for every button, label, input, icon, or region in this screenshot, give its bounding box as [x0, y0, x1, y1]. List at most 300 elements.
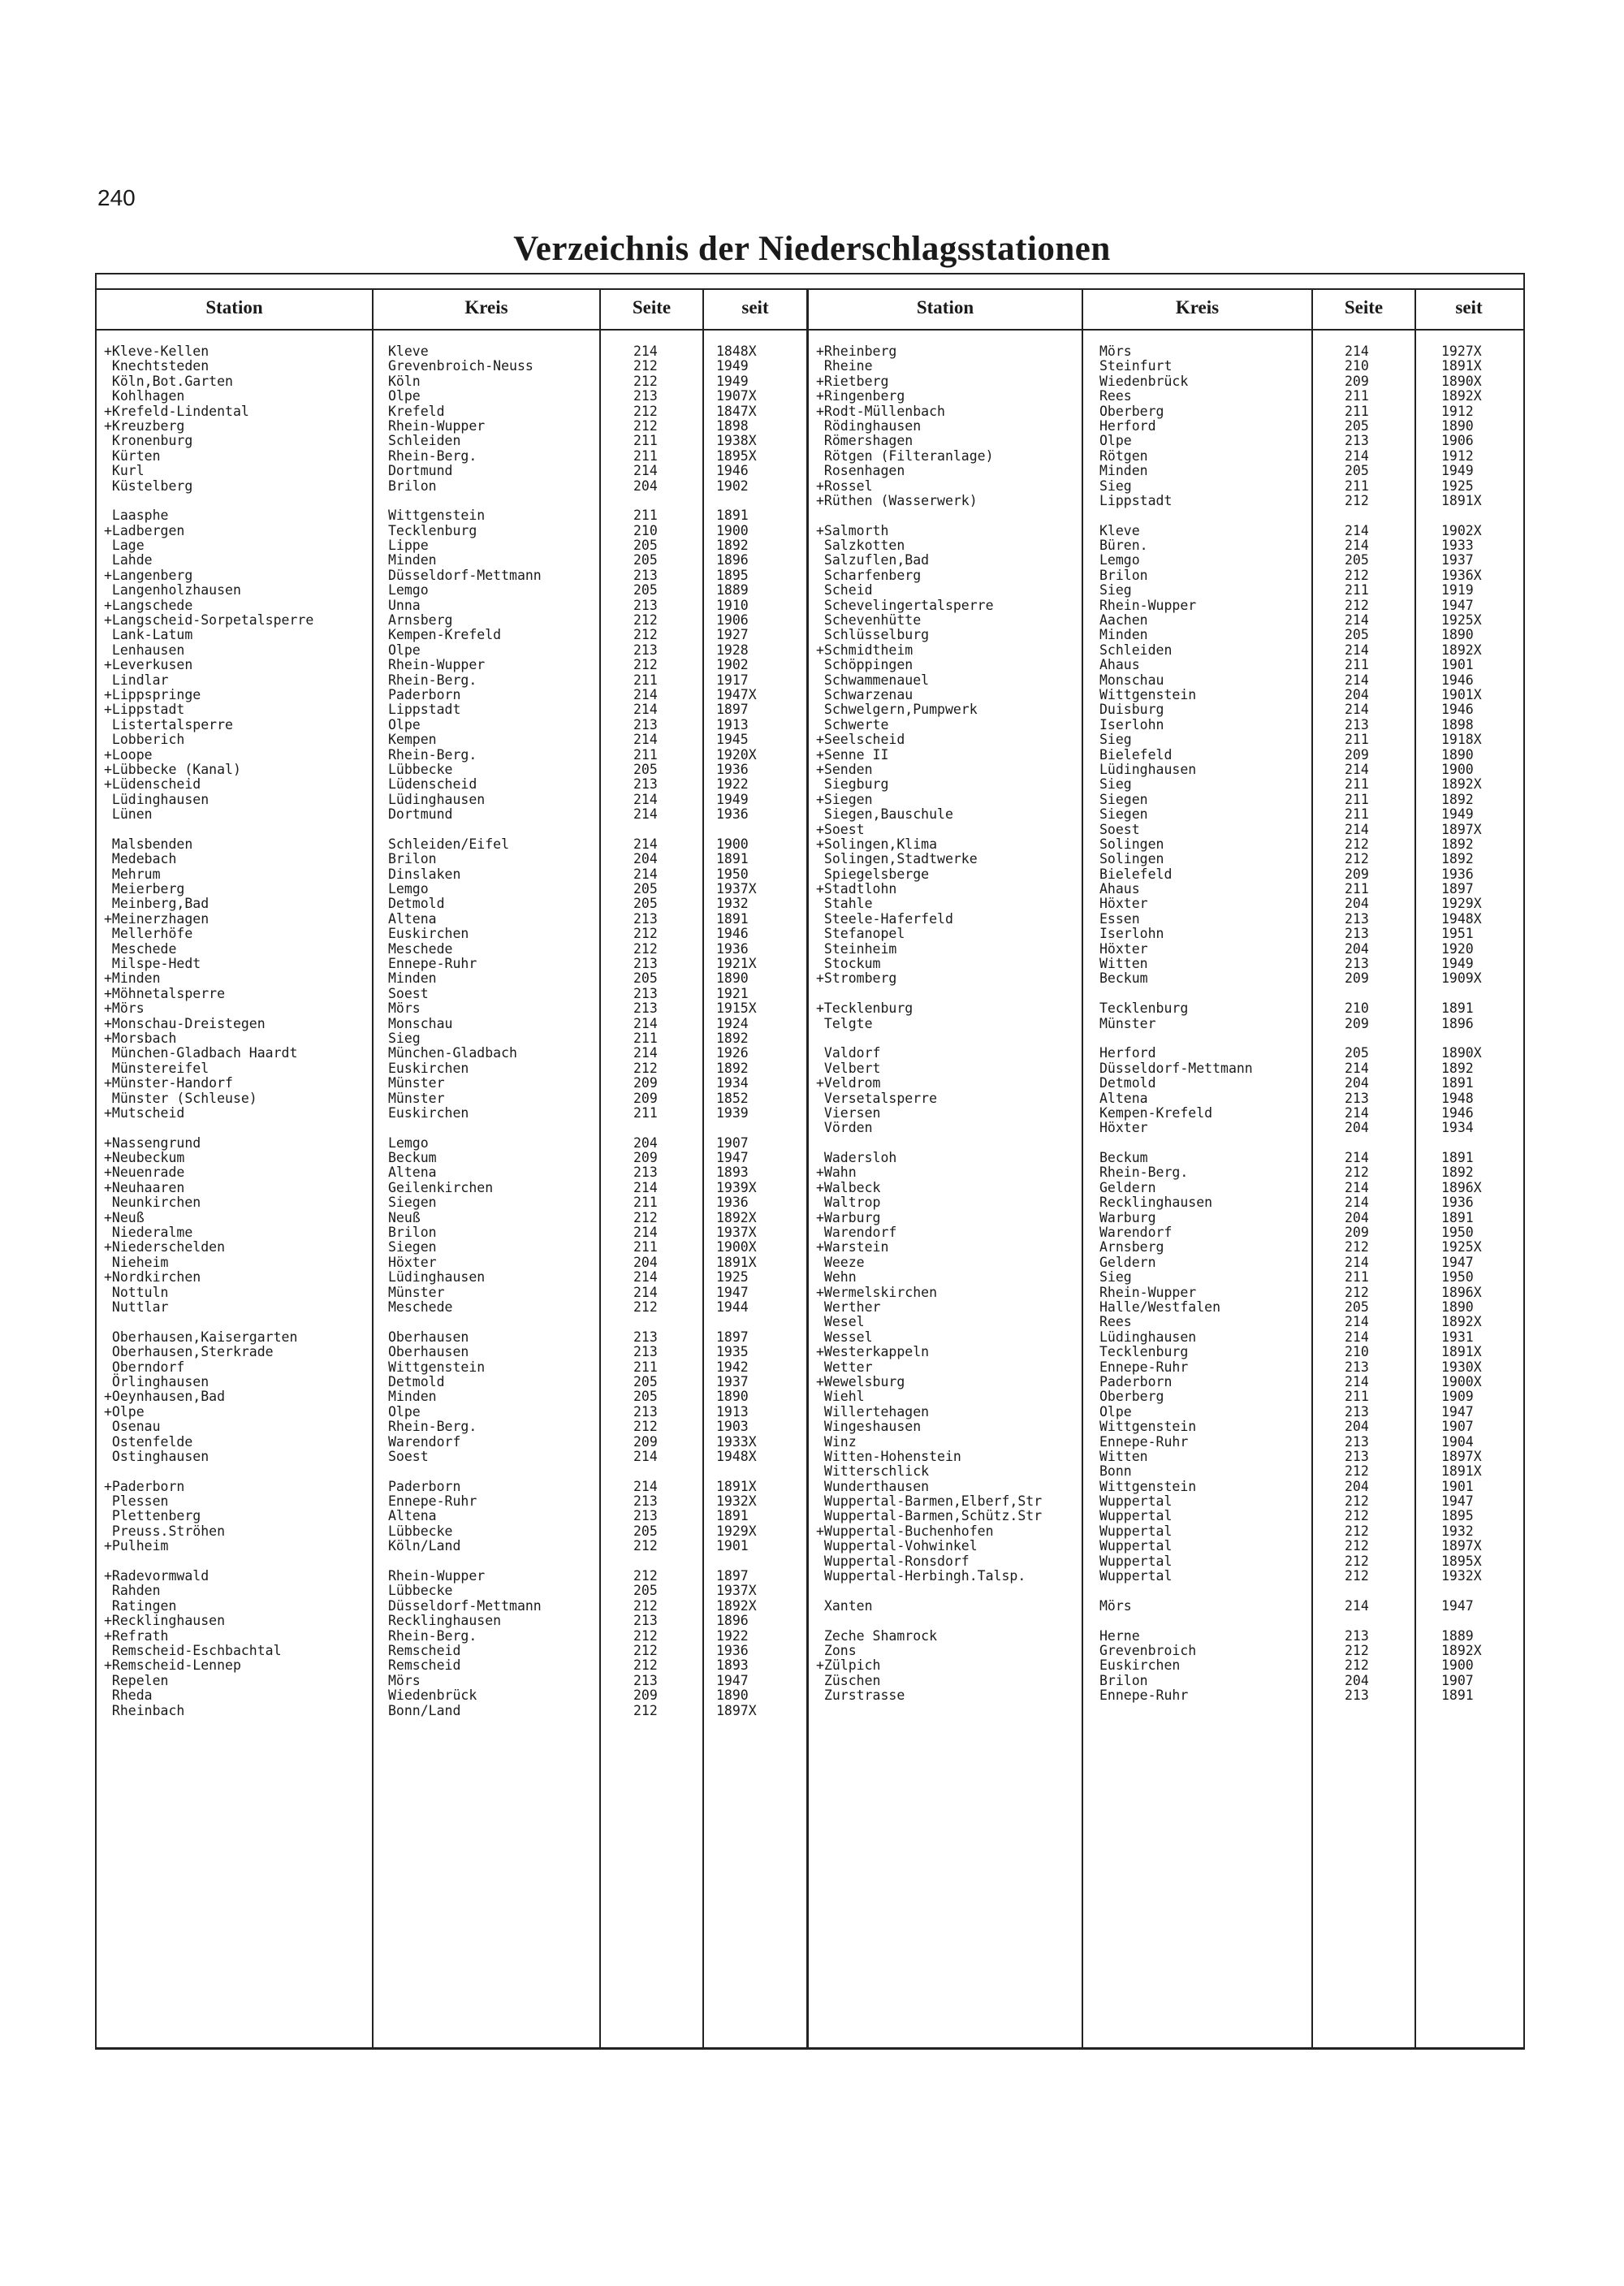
table-cell-seite: 209 [633, 1687, 658, 1704]
table-cell-seit: 1891 [716, 910, 749, 927]
table-cell-seite: 214 [633, 1225, 658, 1241]
table-cell-seite [633, 1554, 658, 1569]
table-cell-station: Wuppertal-Barmen,Elberf,Str [816, 1493, 1043, 1510]
table-cell-seite [633, 1315, 658, 1329]
table-cell-kreis: Sieg [1099, 582, 1132, 599]
table-cell-seite: 214 [1345, 1597, 1369, 1614]
table-cell-seite: 205 [1345, 1299, 1369, 1315]
table-cell-kreis: Ennepe-Ruhr [388, 1493, 477, 1510]
table-cell-seit: 1892X [716, 1209, 757, 1225]
table-cell-seite: 214 [1345, 1254, 1369, 1270]
table-cell-seite: 211 [1345, 776, 1369, 793]
column-divider [599, 288, 601, 2047]
table-cell-station: +Tecklenburg [816, 1000, 914, 1017]
table-cell-kreis: Minden [388, 1389, 437, 1405]
table-cell-seite: 209 [1345, 746, 1369, 763]
table-cell-kreis: Meschede [388, 940, 453, 957]
table-cell-kreis: Euskirchen [388, 1104, 469, 1121]
table-cell-kreis: Sieg [1099, 776, 1132, 793]
table-cell-seite: 205 [633, 1523, 658, 1539]
table-cell-station: +Seelscheid [816, 732, 905, 748]
table-cell-seit: 1892 [1441, 791, 1474, 807]
table-cell-station: Scharfenberg [816, 567, 922, 583]
table-cell-kreis: Recklinghausen [1099, 1195, 1213, 1211]
table-cell-kreis: Lübbecke [388, 1583, 453, 1599]
table-cell-seit [1441, 1614, 1482, 1628]
table-cell-kreis: Höxter [1099, 896, 1148, 912]
table-cell-seite: 212 [1345, 1538, 1369, 1554]
table-cell-seite: 205 [633, 1373, 658, 1389]
table-cell-seit: 1949 [1441, 806, 1474, 823]
table-cell-seite: 212 [633, 1060, 658, 1076]
table-cell-kreis: Altena [388, 1165, 437, 1181]
table-cell-seite: 214 [633, 866, 658, 882]
table-cell-seit: 1907X [716, 388, 757, 404]
table-cell-seit [716, 1464, 757, 1479]
table-cell-kreis: Wittgenstein [1099, 1478, 1197, 1494]
table-cell-kreis: Kempen [388, 732, 437, 748]
table-cell-seit: 1929X [716, 1523, 757, 1539]
table-cell-seite: 213 [633, 1165, 658, 1181]
table-cell-seite: 213 [1345, 716, 1369, 732]
table-cell-seit: 1920X [716, 746, 757, 763]
table-cell-seit: 1890 [716, 1687, 749, 1704]
table-cell-kreis: Olpe [1099, 433, 1132, 449]
table-cell-kreis: Lemgo [388, 881, 429, 897]
table-cell-seit: 1942 [716, 1359, 749, 1375]
table-cell-kreis: Kleve [388, 344, 429, 359]
table-cell-seit: 1925 [716, 1269, 749, 1286]
table-cell-seite: 214 [1345, 1329, 1369, 1345]
table-cell-seite: 209 [1345, 373, 1369, 389]
table-cell-seit: 1901 [1441, 657, 1474, 673]
table-cell-seit: 1950 [1441, 1269, 1474, 1286]
table-cell-station: Lüdinghausen [104, 791, 209, 807]
table-cell-kreis: Iserlohn [1099, 926, 1164, 942]
table-cell-seit: 1902X [1441, 522, 1482, 538]
table-cell-kreis: Rhein-Berg. [388, 1419, 477, 1435]
table-cell-kreis: Iserlohn [1099, 716, 1164, 732]
table-cell-kreis: Lemgo [388, 1134, 429, 1151]
table-cell-seit: 1897 [1441, 881, 1474, 897]
table-cell-seite: 212 [1345, 1508, 1369, 1524]
table-cell-seite: 214 [633, 836, 658, 852]
table-cell-kreis: Olpe [1099, 1403, 1132, 1420]
header-seite-right: Seite [1344, 297, 1384, 318]
table-cell-seite: 209 [1345, 1225, 1369, 1241]
table-cell-station: +Pulheim [104, 1538, 169, 1554]
table-cell-station: Lindlar [104, 672, 169, 688]
table-cell-seite [1345, 1584, 1369, 1598]
table-cell-seit: 1947 [716, 1284, 749, 1300]
table-cell-seite: 214 [633, 1179, 658, 1195]
table-cell-seite: 212 [1345, 1553, 1369, 1569]
table-cell-seit: 1892X [1441, 642, 1482, 658]
table-cell-kreis: Wittgenstein [388, 508, 486, 524]
table-cell-kreis: Altena [1099, 1090, 1148, 1106]
table-cell-station: Lenhausen [104, 642, 185, 658]
table-cell-station: Schlüsselburg [816, 627, 930, 643]
table-cell-seite: 205 [633, 896, 658, 912]
table-cell-seite: 204 [1345, 1672, 1369, 1688]
table-cell-station: Züschen [816, 1672, 881, 1688]
table-cell-seite [1345, 508, 1369, 523]
table-cell-seit: 1890 [1441, 627, 1474, 643]
table-cell-station: Xanten [816, 1597, 873, 1614]
table-cell-station: Witten-Hohenstein [816, 1448, 961, 1464]
table-cell-seit: 1947 [1441, 1254, 1474, 1270]
table-cell-seite: 212 [633, 657, 658, 673]
table-cell-station: +Oeynhausen,Bad [104, 1389, 226, 1405]
table-cell-seit: 1891 [716, 1508, 749, 1524]
table-cell-seite: 204 [1345, 1209, 1369, 1225]
table-cell-kreis: Rhein-Wupper [388, 417, 486, 434]
table-cell-seit: 1902 [716, 657, 749, 673]
table-cell-station: +Stadtlohn [816, 881, 897, 897]
table-cell-seit: 1896 [716, 1613, 749, 1629]
table-cell-seit: 1891 [716, 508, 749, 524]
table-cell-seite: 213 [633, 1000, 658, 1017]
table-cell-seite: 209 [1345, 866, 1369, 882]
table-cell-kreis: Rhein-Wupper [1099, 1284, 1197, 1300]
table-cell-station [816, 1584, 1042, 1598]
table-cell-seite: 214 [1345, 672, 1369, 688]
table-cell-seit: 1890 [1441, 417, 1474, 434]
table-cell-seite: 214 [633, 1269, 658, 1286]
table-cell-kreis: Altena [388, 910, 437, 927]
table-cell-station: Wetter [816, 1359, 873, 1375]
table-cell-station: Rosenhagen [816, 463, 905, 479]
table-cell-kreis: Euskirchen [1099, 1657, 1181, 1674]
table-cell-station: Neunkirchen [104, 1195, 201, 1211]
table-cell-seite: 212 [1345, 1568, 1369, 1584]
table-cell-station: Zurstrasse [816, 1687, 905, 1704]
table-cell-kreis: Düsseldorf-Mettmann [388, 1597, 542, 1614]
table-cell-seite: 205 [633, 881, 658, 897]
table-cell-kreis: Monschau [388, 1015, 453, 1031]
table-cell-seit: 1950 [1441, 1225, 1474, 1241]
table-cell-station: +Mörs [104, 1000, 145, 1017]
table-cell-seit: 1937X [716, 1583, 757, 1599]
table-cell-station: Scheid [816, 582, 873, 599]
table-cell-seite: 214 [1345, 1060, 1369, 1076]
table-cell-seite: 213 [633, 1403, 658, 1420]
table-cell-seite: 211 [1345, 388, 1369, 404]
table-cell-seite: 213 [633, 1508, 658, 1524]
table-cell-seit: 1890 [716, 970, 749, 987]
table-cell-kreis: Olpe [388, 388, 421, 404]
header-station-right: Station [916, 297, 974, 318]
table-cell-station: Osenau [104, 1419, 161, 1435]
table-cell-station: Versetalsperre [816, 1090, 938, 1106]
table-cell-kreis [388, 494, 542, 508]
table-cell-seite [633, 823, 658, 837]
table-cell-kreis: Herford [1099, 417, 1156, 434]
table-cell-station: Mehrum [104, 866, 161, 882]
table-cell-kreis: Wuppertal [1099, 1493, 1173, 1510]
table-cell-station: +Soest [816, 821, 865, 837]
table-cell-station: Römershagen [816, 433, 914, 449]
table-cell-station: +Monschau-Dreistegen [104, 1015, 266, 1031]
table-cell-kreis: Tecklenburg [1099, 1344, 1189, 1360]
table-cell-seite: 212 [1345, 1284, 1369, 1300]
table-cell-kreis: Ennepe-Ruhr [1099, 1359, 1189, 1375]
table-cell-station: Witterschlick [816, 1463, 930, 1480]
table-cell-seit: 1938X [716, 433, 757, 449]
table-cell-kreis: Rees [1099, 388, 1132, 404]
table-cell-seite: 214 [1345, 1195, 1369, 1211]
page-number: 240 [97, 185, 136, 210]
table-cell-seite: 211 [1345, 791, 1369, 807]
table-cell-kreis: Lippe [388, 538, 429, 554]
table-cell-seit: 1945 [716, 732, 749, 748]
table-cell-seite: 212 [633, 1209, 658, 1225]
table-cell-station: Lank-Latum [104, 627, 193, 643]
table-cell-station: Schöppingen [816, 657, 914, 673]
table-cell-seite: 214 [1345, 1179, 1369, 1195]
table-cell-station [104, 1464, 313, 1479]
table-cell-kreis: Altena [388, 1508, 437, 1524]
table-cell-seit: 1890 [716, 1389, 749, 1405]
table-cell-seit: 1946 [1441, 702, 1474, 718]
table-cell-station: Schwarzenau [816, 686, 914, 702]
table-cell-seit: 1937 [716, 1373, 749, 1389]
table-cell-kreis [1099, 1614, 1253, 1628]
table-cell-kreis: Warburg [1099, 1209, 1156, 1225]
table-cell-seit: 1897X [716, 1702, 757, 1718]
table-cell-seit: 1893 [716, 1165, 749, 1181]
table-cell-station: Stefanopel [816, 926, 905, 942]
table-cell-station: +Langenberg [104, 567, 193, 583]
table-cell-seite: 212 [1345, 1493, 1369, 1510]
table-cell-kreis: Brilon [388, 851, 437, 867]
table-cell-kreis: Höxter [1099, 1120, 1148, 1136]
table-cell-seite: 211 [633, 1104, 658, 1121]
table-cell-kreis: Düsseldorf-Mettmann [1099, 1060, 1253, 1076]
table-cell-seit: 1896 [716, 552, 749, 568]
table-cell-station: Kronenburg [104, 433, 193, 449]
table-cell-station: Rheda [104, 1687, 153, 1704]
table-cell-seite: 214 [1345, 612, 1369, 629]
table-cell-station: Siegen,Bauschule [816, 806, 953, 823]
table-cell-kreis: Arnsberg [388, 612, 453, 629]
table-cell-seit: 1891X [1441, 1463, 1482, 1480]
table-cell-kreis: Aachen [1099, 612, 1148, 629]
table-cell-kreis: Oberhausen [388, 1329, 469, 1345]
table-cell-seit: 1897X [1441, 821, 1482, 837]
table-cell-seit: 1927X [1441, 344, 1482, 359]
table-cell-seite: 204 [633, 478, 658, 494]
table-cell-seite: 212 [633, 358, 658, 374]
table-cell-station: Wadersloh [816, 1150, 897, 1166]
table-cell-seite: 214 [1345, 642, 1369, 658]
table-cell-kreis: Lüdinghausen [388, 1269, 486, 1286]
table-cell-seite: 210 [633, 522, 658, 538]
table-cell-seit: 1891 [716, 851, 749, 867]
table-cell-station: Lage [104, 538, 145, 554]
table-cell-station: Köln,Bot.Garten [104, 373, 233, 389]
table-cell-station: +Stromberg [816, 970, 897, 987]
table-cell-station: Oberndorf [104, 1359, 185, 1375]
table-cell-seit: 1892X [1441, 1314, 1482, 1330]
table-cell-seite: 212 [633, 417, 658, 434]
table-cell-seite: 212 [633, 1597, 658, 1614]
column-divider [702, 288, 704, 2047]
table-cell-kreis: Solingen [1099, 836, 1164, 852]
table-cell-station [104, 494, 313, 508]
table-cell-station: +Kreuzberg [104, 417, 185, 434]
table-cell-seit: 1948X [1441, 910, 1482, 927]
table-cell-seite: 213 [633, 1344, 658, 1360]
table-cell-seite: 204 [633, 1134, 658, 1151]
table-cell-kreis: Herne [1099, 1627, 1140, 1644]
table-cell-seit: 1932X [1441, 1568, 1482, 1584]
table-cell-seite: 209 [1345, 1015, 1369, 1031]
table-cell-seite: 205 [1345, 1045, 1369, 1061]
table-cell-station: +Leverkusen [104, 657, 193, 673]
table-cell-kreis: Wuppertal [1099, 1523, 1173, 1539]
table-cell-seit [1441, 1136, 1482, 1151]
table-cell-station: +Refrath [104, 1627, 169, 1644]
table-cell-seit: 1918X [1441, 732, 1482, 748]
table-cell-kreis: Köln [388, 373, 421, 389]
table-cell-station: Wuppertal-Ronsdorf [816, 1553, 970, 1569]
table-cell-station: Salzuflen,Bad [816, 552, 930, 568]
table-cell-kreis: Herford [1099, 1045, 1156, 1061]
table-cell-station: Repelen [104, 1672, 169, 1688]
table-cell-seit: 1948 [1441, 1090, 1474, 1106]
table-cell-station: Weeze [816, 1254, 865, 1270]
table-cell-seite: 212 [633, 940, 658, 957]
table-cell-seit: 1949 [1441, 463, 1474, 479]
table-cell-seite: 204 [1345, 940, 1369, 957]
table-cell-station: Münster (Schleuse) [104, 1090, 257, 1106]
table-cell-station: Niederalme [104, 1225, 193, 1241]
table-cell-station: +Warburg [816, 1209, 881, 1225]
table-cell-kreis: Münster [388, 1090, 445, 1106]
table-cell-kreis: Münster [388, 1075, 445, 1091]
table-cell-seit: 1892X [1441, 388, 1482, 404]
table-cell-kreis: Sieg [1099, 478, 1132, 494]
table-cell-kreis: Euskirchen [388, 1060, 469, 1076]
table-cell-station: Lahde [104, 552, 153, 568]
table-cell-kreis: Witten [1099, 956, 1148, 972]
table-cell-kreis: Brilon [1099, 567, 1148, 583]
table-cell-seit: 1922 [716, 776, 749, 793]
table-cell-seit: 1927 [716, 627, 749, 643]
table-cell-seit: 1901X [1441, 686, 1482, 702]
table-cell-kreis: Geilenkirchen [388, 1179, 494, 1195]
table-cell-seit: 1936 [716, 1195, 749, 1211]
table-cell-kreis: Rhein-Berg. [388, 447, 477, 464]
table-bottom-rule [95, 2047, 1525, 2050]
table-cell-seit: 1949 [1441, 956, 1474, 972]
table-cell-seite: 204 [1345, 896, 1369, 912]
table-cell-kreis: Rees [1099, 1314, 1132, 1330]
table-cell-station: +Senden [816, 761, 873, 777]
table-cell-kreis [388, 1464, 542, 1479]
table-cell-station: +Neuenrade [104, 1165, 185, 1181]
table-cell-kreis: Höxter [388, 1254, 437, 1270]
table-cell-station: Örlinghausen [104, 1373, 209, 1389]
table-cell-kreis: Monschau [1099, 672, 1164, 688]
table-cell-kreis: Olpe [388, 716, 421, 732]
table-cell-seit [1441, 987, 1482, 1001]
table-cell-kreis: Kempen-Krefeld [1099, 1104, 1213, 1121]
table-cell-kreis: Solingen [1099, 851, 1164, 867]
table-cell-seit: 1901 [716, 1538, 749, 1554]
table-cell-kreis: Steinfurt [1099, 358, 1173, 374]
table-cell-seit: 1891X [1441, 1344, 1482, 1360]
table-cell-kreis: Lübbecke [388, 1523, 453, 1539]
table-cell-kreis: Olpe [388, 1403, 421, 1420]
table-cell-seit: 1895 [1441, 1508, 1474, 1524]
table-cell-station: +Neuhaaren [104, 1179, 185, 1195]
table-cell-seit: 1892 [716, 1060, 749, 1076]
table-cell-station [816, 508, 1042, 523]
table-cell-station: Wunderthausen [816, 1478, 930, 1494]
table-cell-seit: 1852 [716, 1090, 749, 1106]
table-cell-seit [1441, 508, 1482, 523]
table-cell-station [816, 1614, 1042, 1628]
table-cell-seit: 1901 [1441, 1478, 1474, 1494]
table-cell-seite: 212 [1345, 1642, 1369, 1658]
table-cell-kreis [1099, 1136, 1253, 1151]
table-cell-seit [716, 1121, 757, 1135]
table-cell-seit: 1936 [1441, 1195, 1474, 1211]
table-cell-seit: 1900X [716, 1239, 757, 1255]
table-cell-seit: 1947 [716, 1150, 749, 1166]
table-cell-seit: 1928 [716, 642, 749, 658]
table-cell-kreis: München-Gladbach [388, 1045, 517, 1061]
table-cell-seit: 1892 [1441, 1165, 1474, 1181]
table-cell-kreis: Minden [1099, 627, 1148, 643]
table-cell-seit: 1895 [716, 567, 749, 583]
table-cell-seit: 1915X [716, 1000, 757, 1017]
table-cell-seit: 1939 [716, 1104, 749, 1121]
table-cell-station: +Solingen,Klima [816, 836, 938, 852]
table-cell-seit: 1900 [1441, 761, 1474, 777]
table-cell-seite: 213 [1345, 1403, 1369, 1420]
table-cell-seit: 1892 [716, 1030, 749, 1046]
table-cell-kreis: Detmold [1099, 1075, 1156, 1091]
right-station-column [816, 344, 1042, 1704]
table-cell-seite [1345, 1136, 1369, 1151]
table-cell-seit: 1917 [716, 672, 749, 688]
table-cell-seit: 1936 [716, 940, 749, 957]
table-cell-kreis: Dortmund [388, 463, 453, 479]
table-cell-kreis: Lemgo [1099, 552, 1140, 568]
table-cell-kreis: Rhein-Wupper [388, 1568, 486, 1584]
table-cell-seit: 1948X [716, 1448, 757, 1464]
table-cell-seit: 1897X [1441, 1448, 1482, 1464]
table-cell-seite: 214 [633, 1045, 658, 1061]
table-cell-station: +Rüthen (Wasserwerk) [816, 492, 978, 508]
table-cell-kreis: Oberberg [1099, 403, 1164, 419]
table-cell-seit: 1900X [1441, 1373, 1482, 1389]
table-cell-kreis: Grevenbroich-Neuss [388, 358, 533, 374]
table-cell-kreis: Recklinghausen [388, 1613, 502, 1629]
right-seit-column [1441, 344, 1482, 1704]
table-cell-kreis: Soest [388, 985, 429, 1001]
left-kreis-column [388, 344, 542, 1718]
table-cell-seit: 1907 [1441, 1672, 1474, 1688]
table-cell-seite: 213 [1345, 1448, 1369, 1464]
table-cell-station: +Wuppertal-Buchenhofen [816, 1523, 994, 1539]
column-divider [1311, 288, 1313, 2047]
table-cell-seit: 1912 [1441, 447, 1474, 464]
table-cell-kreis: Rhein-Berg. [388, 1627, 477, 1644]
